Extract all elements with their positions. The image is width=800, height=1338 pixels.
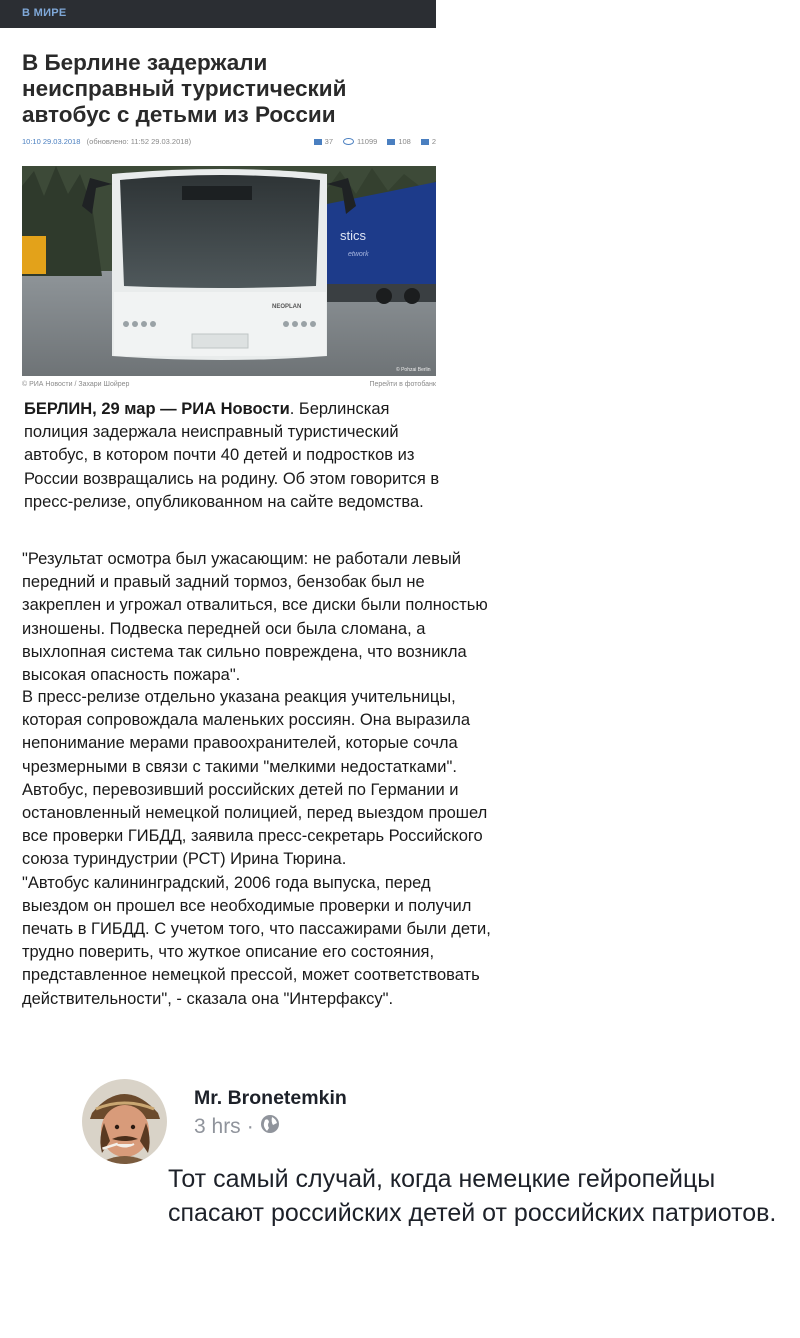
shares-stat[interactable]: [421, 137, 436, 146]
post-time[interactable]: 3 hrs: [194, 1115, 241, 1138]
updated-time: (обновлено: 11:52 29.03.2018): [86, 137, 192, 146]
paragraph-3: Автобус, перевозивший российских детей по Германии и остановленный немецкой полицией, перед выездом прошел все проверки ГИБДД, заявила пресс-секретарь Российского союза туриндустрии (РСТ) Ирина Тюрина.: [22, 780, 488, 869]
share-icon: [421, 139, 429, 145]
dateline: БЕРЛИН, 29 мар — РИА Новости: [24, 400, 290, 418]
article-meta: [22, 137, 436, 151]
likes-stat[interactable]: [387, 137, 411, 146]
meta-separator: ·: [246, 1115, 254, 1138]
photo-caption: [22, 381, 436, 388]
publish-time: 10:10 29.03.2018: [22, 137, 81, 146]
section-bar: [0, 0, 436, 28]
paragraph-4: "Автобус калининградский, 2006 года выпуска, перед выездом он прошел все необходимые проверки и получил печать в ГИБДД. С учетом того, что пассажирами были дети, трудно поверить, что жуткое описание его состояния, представленное немецкой прессой, может соответствовать действительности", - сказала она "Интерфаксу".: [22, 873, 491, 1008]
post-author[interactable]: Mr. Bronetemkin: [194, 1087, 347, 1109]
bus-brand: NEOPLAN: [272, 304, 302, 310]
eye-icon: [343, 138, 354, 145]
trailer-subtext: etwork: [348, 251, 369, 258]
article-lead: [24, 398, 444, 514]
photobank-link[interactable]: Перейти в фотобанк: [369, 381, 436, 388]
comment-icon: [314, 139, 322, 145]
comments-stat[interactable]: [314, 137, 333, 146]
paragraph-2: В пресс-релизе отдельно указана реакция учительницы, которая сопровождала маленьких россиян. Она выразила непонимание мерами правоохранителей, которые сочла чрезмерными в связи с такими "мелкими недостатками".: [22, 688, 471, 776]
post-text: Тот самый случай, когда немецкие гейропейцы спасают российских детей от российских патриотов.: [168, 1165, 777, 1227]
shares-count: 2: [431, 137, 436, 146]
views-stat: [343, 137, 377, 146]
trailer-text: stics: [340, 228, 366, 243]
article-body: [22, 686, 492, 1011]
article-stats: [314, 137, 436, 146]
caption-credit: © РИА Новости / Захари Шойрер: [22, 381, 130, 388]
section-label[interactable]: В МИРЕ: [22, 7, 67, 19]
article-title: В Берлине задержали неисправный туристический автобус с детьми из России: [22, 50, 347, 127]
globe-icon[interactable]: [260, 1114, 280, 1140]
photo-watermark: © Pohzai Berlin: [396, 367, 431, 373]
article-photo[interactable]: [22, 166, 436, 376]
comments-count: 37: [324, 137, 333, 146]
post-meta: [194, 1114, 280, 1140]
likes-count: 108: [398, 137, 411, 146]
views-count: 11099: [357, 137, 378, 146]
avatar[interactable]: [82, 1079, 167, 1164]
quote-paragraph: "Результат осмотра был ужасающим: не работали левый передний и правый задний тормоз, бензобак был не закреплен и угрожал отвалиться, все диски были полностью изношены. Подвеска передней оси была сломана, а выхлопная система так сильно повреждена, что возникла высокая опасность пожара".: [22, 550, 488, 685]
lead-text: . Берлинская полиция задержала неисправный туристический автобус, в котором почти 40 детей и подростков из России возвращались на родину. Об этом говорится в пресс-релизе, опубликованном на сайте ведомства.: [24, 400, 440, 511]
yellow-truck: [22, 236, 46, 274]
like-icon: [387, 139, 395, 145]
